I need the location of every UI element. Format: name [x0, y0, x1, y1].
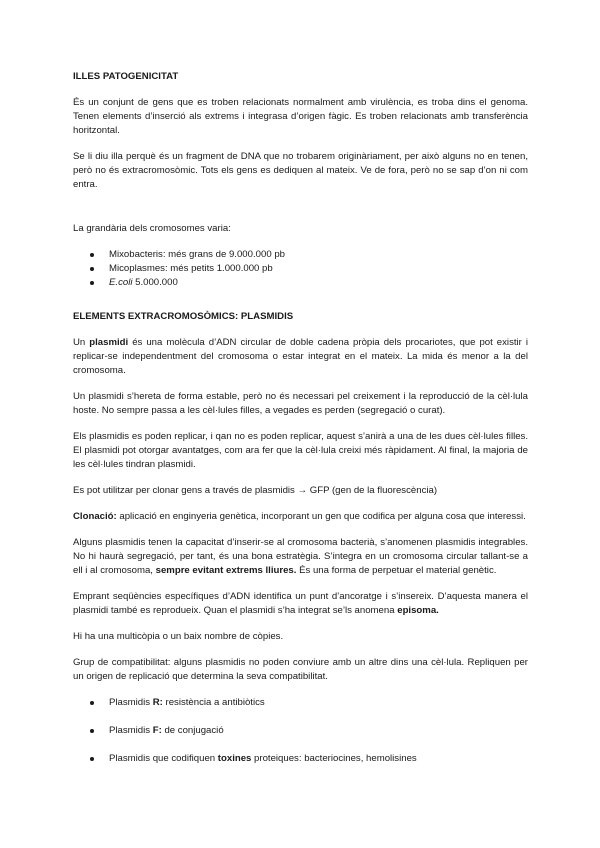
text: Emprant seqüències específiques d’ADN identifica un punt d’ancoratge i s’insereix. D’aquesta manera el plasmidi també es reprodueix. Quan el plasmidi s’ha integrat se’ls anomena: [73, 591, 528, 616]
paragraph: Es pot utilitzar per clonar gens a través de plasmidis → GFP (gen de la fluorescència): [73, 485, 438, 496]
section-heading-illes: ILLES PATOGENICITAT: [73, 71, 179, 82]
bullet-list: [73, 696, 528, 766]
text: Un: [73, 337, 90, 348]
text: Plasmidis que codifiquen: [109, 753, 218, 764]
text: Plasmidis: [109, 697, 153, 708]
text: aplicació en enginyeria genètica, incorporant un gen que codifica per alguna cosa que interessi.: [116, 511, 526, 522]
list-item: [73, 724, 528, 738]
list-item: Micoplasmes: més petits 1.000.000 pb: [73, 262, 528, 276]
paragraph: La grandària dels cromosomes varia:: [73, 223, 231, 234]
paragraph: [73, 510, 528, 524]
bold-text: R:: [152, 697, 163, 708]
paragraph: Un plasmidi s’hereta de forma estable, però no és necessari pel creixement i la reproducció de la cèl·lula hoste. No sempre passa a les cèl·lules filles, a vegades es perden (segregació o curat).: [73, 391, 528, 416]
text: proteiques: bacteriocines, hemolisines: [251, 753, 417, 764]
italic-text: E.coli: [109, 277, 133, 288]
paragraph: Grup de compatibilitat: alguns plasmidis no poden conviure amb un altre dins una cèl·lula. Repliquen per un origen de replicació que determina la seva compatibilitat.: [73, 657, 528, 682]
text: Alguns plasmidis tenen la capacitat d’inserir-se al cromosoma bacterià, s’anomenen plasmidis integrables. No hi haurà segregació, per tant, és una bona estratègia. S’integra en un cromosoma circular tallant-se a ell i al cromosoma,: [73, 537, 528, 576]
paragraph: Hi ha una multicòpia o un baix nombre de còpies.: [73, 631, 284, 642]
bold-text: F:: [152, 725, 162, 736]
list-item: [73, 696, 528, 710]
paragraph: És un conjunt de gens que es troben relacionats normalment amb virulència, es troba dins el genoma. Tenen elements d’inserció als extrems i integrasa d’origen fàgic. Es troben relacionats amb transferència horitzontal.: [73, 97, 528, 136]
bold-text: sempre evitant extrems lliures.: [155, 565, 297, 576]
text: resistència a antibiòtics: [162, 697, 265, 708]
text: de conjugació: [161, 725, 224, 736]
paragraph: [73, 590, 528, 618]
bold-text: episoma.: [397, 605, 439, 616]
paragraph: Se li diu illa perquè és un fragment de DNA que no trobarem originàriament, per això alguns no en tenen, però no és extracromosòmic. Tots els gens es dediquen al mateix. Ve de fora, però no se sap d’on ni com entra.: [73, 151, 528, 190]
paragraph: [73, 336, 528, 378]
text: Plasmidis: [109, 725, 153, 736]
bold-text: toxines: [217, 753, 252, 764]
text: És una forma de perpetuar el material genètic.: [296, 565, 497, 576]
list-item: [73, 752, 528, 766]
text: 5.000.000: [132, 277, 178, 288]
paragraph: Els plasmidis es poden replicar, i qan no es poden replicar, aquest s’anirà a una de les dues cèl·lules filles. El plasmidi pot otorgar avantatges, com ara fer que la cèl·lula creixi més ràpidament. Al final, la majoria de les cèl·lules tindran plasmidi.: [73, 431, 528, 470]
bold-text: Clonació:: [73, 511, 117, 522]
text: és una molècula d’ADN circular de doble cadena pròpia dels procariotes, que pot existir i replicar-se independentment del cromosoma o estar integrat en el mateix. La mida és menor a la del cromosoma.: [73, 337, 528, 376]
list-item: Mixobacteris: més grans de 9.000.000 pb: [73, 248, 528, 262]
paragraph: [73, 536, 528, 578]
list-item: [73, 276, 528, 290]
bullet-list: [73, 248, 528, 290]
section-heading-plasmidis: ELEMENTS EXTRACROMOSÒMICS: PLASMIDIS: [73, 311, 294, 322]
bold-text: plasmidi: [89, 337, 129, 348]
